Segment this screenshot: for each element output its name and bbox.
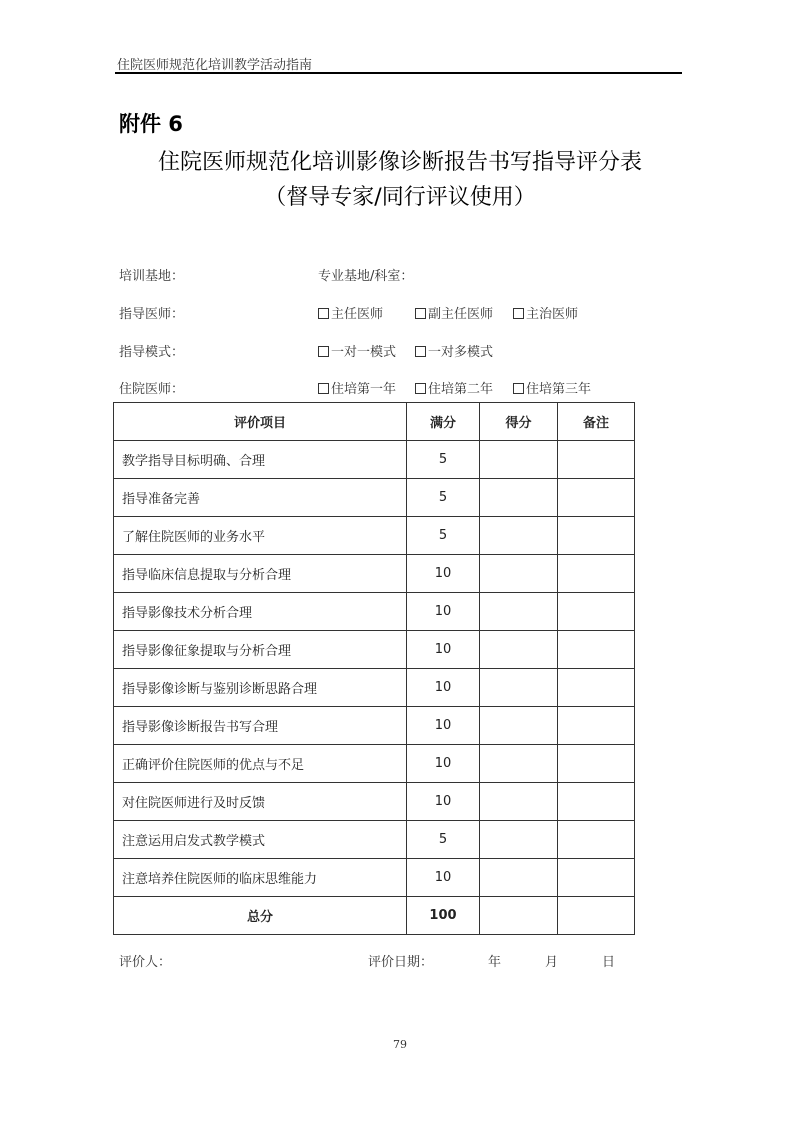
dept-label: 专业基地/科室： (318, 269, 414, 284)
header-score: 得分 (480, 403, 558, 441)
page-title: 住院医师规范化培训影像诊断报告书写指导评分表 (157, 150, 642, 175)
row-score-cell[interactable] (480, 441, 558, 479)
row-full-score: 5 (407, 441, 480, 479)
row-full-score: 10 (407, 745, 480, 783)
table-row (114, 707, 635, 745)
row-score-cell[interactable] (480, 821, 558, 859)
date-label: 评价日期： (368, 955, 434, 970)
row-score-cell[interactable] (480, 669, 558, 707)
row-remarks-cell[interactable] (558, 593, 635, 631)
total-full-score: 100 (407, 897, 480, 935)
date-year: 年 (488, 955, 502, 970)
table-row (114, 745, 635, 783)
resident-option-year2[interactable]: 住培第二年 (415, 378, 493, 397)
table-row (114, 555, 635, 593)
checkbox-icon[interactable] (318, 383, 329, 394)
row-score-cell[interactable] (480, 783, 558, 821)
evaluator-label: 评价人： (119, 955, 172, 970)
row-full-score: 10 (407, 631, 480, 669)
table-row (114, 479, 635, 517)
total-row (114, 897, 635, 935)
mode-option-one-to-one[interactable]: 一对一模式 (318, 341, 396, 360)
row-item: 指导临床信息提取与分析合理 (114, 555, 407, 593)
row-full-score: 10 (407, 669, 480, 707)
total-score-cell[interactable] (480, 897, 558, 935)
instructor-label: 指导医师： (119, 307, 185, 322)
table-row (114, 783, 635, 821)
row-score-cell[interactable] (480, 859, 558, 897)
row-remarks-cell[interactable] (558, 479, 635, 517)
row-score-cell[interactable] (480, 631, 558, 669)
total-label: 总分 (114, 897, 407, 935)
table-row (114, 669, 635, 707)
row-remarks-cell[interactable] (558, 859, 635, 897)
checkbox-icon[interactable] (513, 308, 524, 319)
mode-label: 指导模式： (119, 345, 185, 360)
row-score-cell[interactable] (480, 517, 558, 555)
table-row (114, 859, 635, 897)
row-score-cell[interactable] (480, 707, 558, 745)
row-remarks-cell[interactable] (558, 707, 635, 745)
row-item: 指导影像诊断报告书写合理 (114, 707, 407, 745)
row-item: 正确评价住院医师的优点与不足 (114, 745, 407, 783)
running-header: 住院医师规范化培训教学活动指南 (117, 58, 313, 73)
resident-label: 住院医师： (119, 382, 185, 397)
total-remarks-cell[interactable] (558, 897, 635, 935)
row-item: 指导影像技术分析合理 (114, 593, 407, 631)
row-full-score: 5 (407, 821, 480, 859)
checkbox-icon[interactable] (415, 308, 426, 319)
row-item: 对住院医师进行及时反馈 (114, 783, 407, 821)
header-full-score: 满分 (407, 403, 480, 441)
row-score-cell[interactable] (480, 555, 558, 593)
table-row (114, 441, 635, 479)
header-rule (115, 72, 682, 74)
table-row (114, 517, 635, 555)
resident-option-year1[interactable]: 住培第一年 (318, 378, 396, 397)
row-full-score: 10 (407, 707, 480, 745)
header-remarks: 备注 (558, 403, 635, 441)
checkbox-icon[interactable] (513, 383, 524, 394)
row-remarks-cell[interactable] (558, 555, 635, 593)
checkbox-icon[interactable] (318, 308, 329, 319)
base-label: 培训基地： (119, 269, 185, 284)
mode-option-one-to-many[interactable]: 一对多模式 (415, 341, 493, 360)
table-header-row (114, 403, 635, 441)
header-item: 评价项目 (114, 403, 407, 441)
row-item: 注意培养住院医师的临床思维能力 (114, 859, 407, 897)
instructor-option-attending[interactable]: 主治医师 (513, 303, 578, 322)
row-item: 了解住院医师的业务水平 (114, 517, 407, 555)
annex-label: 附件 6 (119, 112, 183, 136)
row-full-score: 10 (407, 593, 480, 631)
row-remarks-cell[interactable] (558, 821, 635, 859)
row-item: 教学指导目标明确、合理 (114, 441, 407, 479)
date-day: 日 (602, 955, 616, 970)
row-remarks-cell[interactable] (558, 745, 635, 783)
page-subtitle: （督导专家/同行评议使用） (264, 185, 536, 210)
instructor-option-associate[interactable]: 副主任医师 (415, 303, 493, 322)
row-item: 注意运用启发式教学模式 (114, 821, 407, 859)
row-item: 指导准备完善 (114, 479, 407, 517)
score-table (113, 402, 635, 935)
row-remarks-cell[interactable] (558, 669, 635, 707)
row-score-cell[interactable] (480, 479, 558, 517)
row-full-score: 10 (407, 783, 480, 821)
row-remarks-cell[interactable] (558, 631, 635, 669)
table-row (114, 821, 635, 859)
page-number: 79 (393, 1038, 407, 1051)
row-full-score: 10 (407, 859, 480, 897)
date-month: 月 (545, 955, 559, 970)
checkbox-icon[interactable] (415, 383, 426, 394)
resident-option-year3[interactable]: 住培第三年 (513, 378, 591, 397)
row-full-score: 5 (407, 479, 480, 517)
table-row (114, 631, 635, 669)
row-item: 指导影像征象提取与分析合理 (114, 631, 407, 669)
row-score-cell[interactable] (480, 593, 558, 631)
row-remarks-cell[interactable] (558, 441, 635, 479)
row-score-cell[interactable] (480, 745, 558, 783)
row-full-score: 5 (407, 517, 480, 555)
checkbox-icon[interactable] (415, 346, 426, 357)
table-row (114, 593, 635, 631)
row-full-score: 10 (407, 555, 480, 593)
instructor-option-chief[interactable]: 主任医师 (318, 303, 383, 322)
row-remarks-cell[interactable] (558, 517, 635, 555)
checkbox-icon[interactable] (318, 346, 329, 357)
row-item: 指导影像诊断与鉴别诊断思路合理 (114, 669, 407, 707)
row-remarks-cell[interactable] (558, 783, 635, 821)
